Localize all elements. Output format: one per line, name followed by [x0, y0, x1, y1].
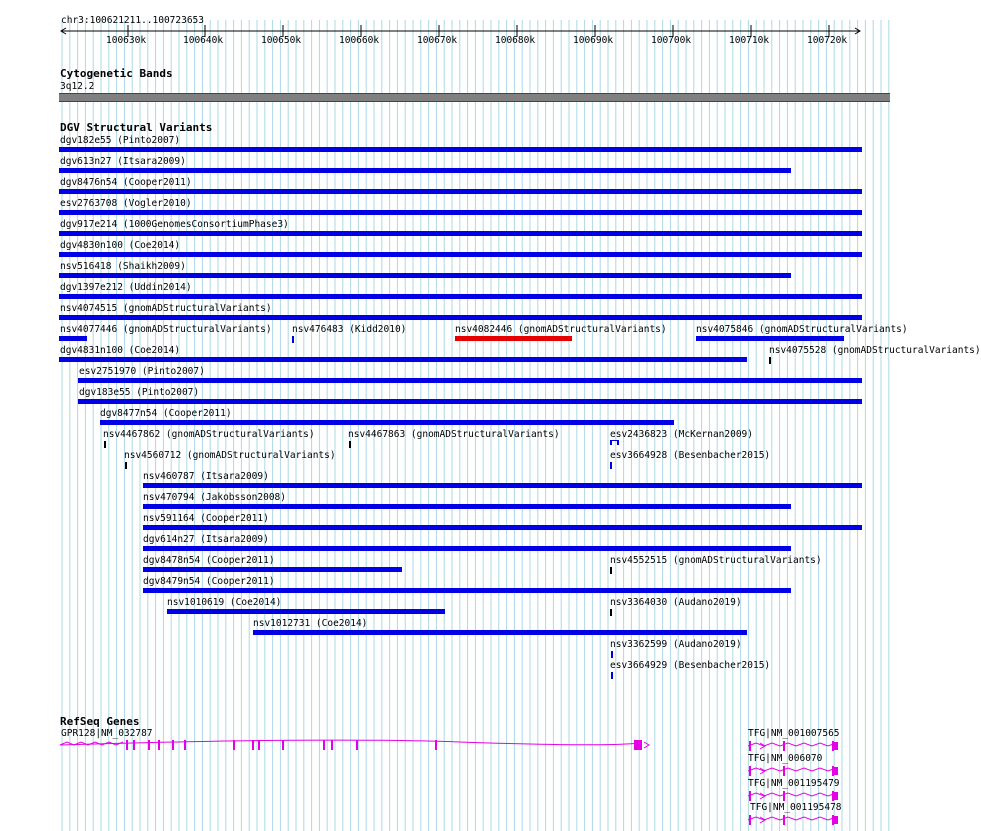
strand-arrow-icon [760, 768, 765, 774]
variant-label[interactable]: esv2436823 (McKernan2009) [610, 429, 753, 440]
gene-exon [783, 815, 785, 825]
ruler-tick-label: 100700k [651, 35, 692, 46]
refseq-track-title: RefSeq Genes [60, 715, 140, 728]
cytobands-track-title: Cytogenetic Bands [60, 67, 173, 80]
variant-label[interactable]: dgv8477n54 (Cooper2011) [100, 408, 232, 419]
gene-exon [783, 766, 785, 776]
gene-exon [233, 740, 235, 750]
variant-label[interactable]: dgv8479n54 (Cooper2011) [143, 576, 275, 587]
gene-exon [749, 766, 751, 776]
variant-label[interactable]: dgv182e55 (Pinto2007) [60, 135, 181, 146]
gene-exon [634, 740, 642, 750]
variant-label[interactable]: dgv614n27 (Itsara2009) [143, 534, 269, 545]
variant-label[interactable]: dgv917e214 (1000GenomesConsortiumPhase3) [60, 219, 289, 230]
strand-arrow-icon [760, 743, 765, 749]
ruler-tick-label: 100690k [573, 35, 614, 46]
gene-label[interactable]: TFG|NM_006070 [748, 753, 823, 764]
ruler-tick-label: 100630k [106, 35, 147, 46]
variant-label[interactable]: dgv613n27 (Itsara2009) [60, 156, 186, 167]
gene-exon [148, 740, 150, 750]
variant-label[interactable]: nsv1012731 (Coe2014) [253, 618, 368, 629]
gene-exon [832, 767, 838, 775]
variant-label[interactable]: dgv8476n54 (Cooper2011) [60, 177, 192, 188]
dgv-track-title: DGV Structural Variants [60, 121, 213, 134]
gene-exon [783, 791, 785, 801]
variant-label[interactable]: dgv4830n100 (Coe2014) [60, 240, 181, 251]
gene-exon [158, 740, 160, 750]
ruler-tick-label: 100650k [261, 35, 302, 46]
variant-label[interactable]: nsv4082446 (gnomADStructuralVariants) [455, 324, 667, 335]
variant-label[interactable]: esv3664928 (Besenbacher2015) [610, 450, 771, 461]
gene-label[interactable]: TFG|NM_001195479 [748, 778, 840, 789]
variant-label[interactable]: esv2763708 (Vogler2010) [60, 198, 192, 209]
gene-label[interactable]: GPR128|NM_032787 [61, 728, 153, 739]
ruler-tick-label: 100710k [729, 35, 770, 46]
variant-label[interactable]: nsv516418 (Shaikh2009) [60, 261, 186, 272]
variant-label[interactable]: nsv470794 (Jakobsson2008) [143, 492, 286, 503]
gene-exon [258, 740, 260, 750]
cytoband-label: 3q12.2 [60, 81, 95, 92]
gene-exon [331, 740, 333, 750]
ruler-tick-label: 100670k [417, 35, 458, 46]
variant-label[interactable]: nsv3362599 (Audano2019) [610, 639, 742, 650]
ruler-tick-label: 100720k [807, 35, 848, 46]
gene-exon [783, 741, 785, 751]
variant-label[interactable]: nsv4074515 (gnomADStructuralVariants) [60, 303, 272, 314]
variant-label[interactable]: dgv4831n100 (Coe2014) [60, 345, 181, 356]
variant-label[interactable]: nsv4077446 (gnomADStructuralVariants) [60, 324, 272, 335]
gene-exon [435, 740, 437, 750]
variant-label[interactable]: nsv460787 (Itsara2009) [143, 471, 269, 482]
gene-label[interactable]: TFG|NM_001195478 [750, 802, 842, 813]
gene-exon [184, 740, 186, 750]
ruler-tick-label: 100640k [183, 35, 224, 46]
variant-label[interactable]: dgv1397e212 (Uddin2014) [60, 282, 192, 293]
strand-arrow-icon [760, 793, 765, 799]
variant-label[interactable]: nsv591164 (Cooper2011) [143, 513, 269, 524]
position-label: chr3:100621211..100723653 [61, 15, 204, 26]
variant-label[interactable]: nsv4075846 (gnomADStructuralVariants) [696, 324, 908, 335]
ruler-tick-label: 100660k [339, 35, 380, 46]
gene-exon [749, 815, 751, 825]
gene-exon [323, 740, 325, 750]
gene-label[interactable]: TFG|NM_001007565 [748, 728, 840, 739]
gene-exon [832, 742, 838, 750]
variant-label[interactable]: dgv8478n54 (Cooper2011) [143, 555, 275, 566]
gene-exon [749, 741, 751, 751]
variant-label[interactable]: nsv476483 (Kidd2010) [292, 324, 407, 335]
strand-arrow-icon [760, 817, 765, 823]
gene-exon [356, 740, 358, 750]
variant-label[interactable]: nsv4075528 (gnomADStructuralVariants) [769, 345, 981, 356]
gene-intron-line [60, 740, 640, 745]
gene-exon [126, 740, 128, 750]
gene-exon [832, 792, 838, 800]
gene-exon [282, 740, 284, 750]
variant-label[interactable]: nsv4467863 (gnomADStructuralVariants) [348, 429, 560, 440]
gene-exon [252, 740, 254, 750]
variant-label[interactable]: esv3664929 (Besenbacher2015) [610, 660, 771, 671]
variant-label[interactable]: dgv183e55 (Pinto2007) [79, 387, 200, 398]
variant-label[interactable]: nsv1010619 (Coe2014) [167, 597, 282, 608]
gene-exon [133, 740, 135, 750]
variant-label[interactable]: nsv4467862 (gnomADStructuralVariants) [103, 429, 315, 440]
variant-label[interactable]: nsv4552515 (gnomADStructuralVariants) [610, 555, 822, 566]
variant-label[interactable]: nsv3364030 (Audano2019) [610, 597, 742, 608]
strand-arrow-icon [644, 742, 649, 748]
ruler-tick-label: 100680k [495, 35, 536, 46]
gene-exon [832, 816, 838, 824]
variant-label[interactable]: nsv4560712 (gnomADStructuralVariants) [124, 450, 336, 461]
variant-label[interactable]: esv2751970 (Pinto2007) [79, 366, 205, 377]
gene-exon [172, 740, 174, 750]
gene-exon [749, 791, 751, 801]
